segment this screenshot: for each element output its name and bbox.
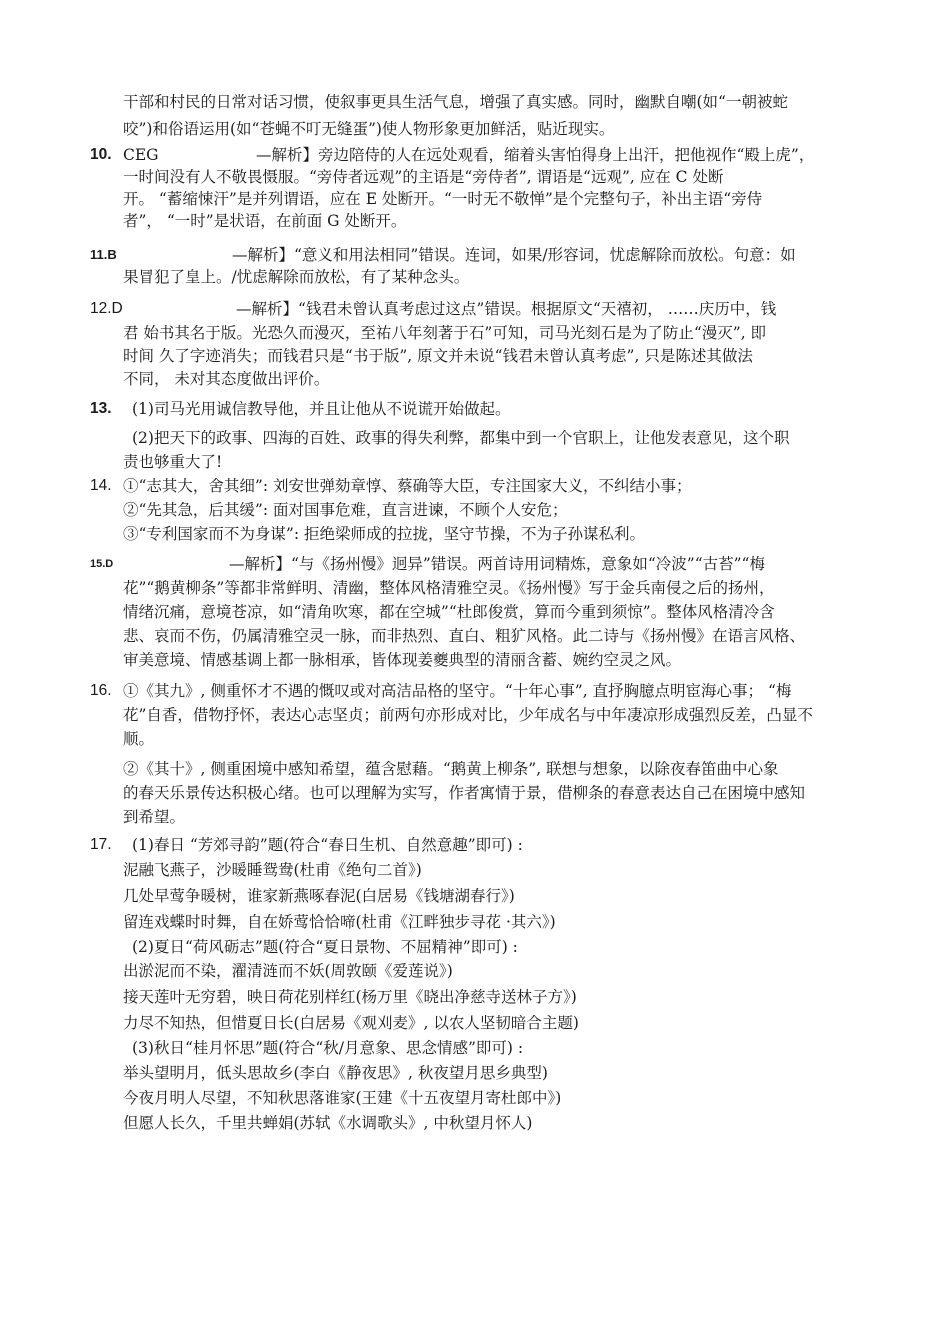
q17-summer-line-1: 出淤泥而不染，濯清涟而不妖(周敦颐《爱莲说》) — [123, 962, 453, 980]
q12-line-3: 时间 久了字迹消失；而钱君只是“书于版”, 原文并未说“钱君未曾认真考虑”, 只是陈述其做法 — [123, 347, 753, 365]
q10-line-1: —解析】旁边陪侍的人在远处观看，缩着头害怕得身上出汗，把他视作“殿上虎”， — [256, 146, 815, 164]
intro-line-1: 干部和村民的日常对话习惯，使叙事更具生活气息，增强了真实感。同时，幽默自嘲(如“一朝被蛇 — [123, 93, 788, 111]
q13-line-3: 责也够重大了! — [123, 453, 223, 471]
q15-number: 15.D — [90, 558, 114, 570]
q17-spring-heading: (1)春日 “芳郊寻韵”题(符合“春日生机、自然意趣”即可) : — [132, 836, 523, 854]
q15-line-1: —解析】“与《扬州慢》迥异”错误。两首诗用词精炼，意象如“冷波”“古苔”“梅 — [229, 555, 765, 573]
q17-autumn-heading: (3)秋日“桂月怀思”题(符合“秋/月意象、思念情感”即可) : — [132, 1039, 524, 1057]
q12-line-4: 不同， 未对其态度做出评价。 — [123, 370, 330, 388]
q16-line-4: ②《其十》, 侧重困境中感知希望，蕴含慰藉。“鹅黄上柳条”, 联想与想象，以除夜春笛曲中心象 — [123, 760, 779, 778]
q14-number: 14. — [90, 477, 112, 494]
q10-answer: CEG — [123, 146, 159, 164]
q13-line-2: (2)把天下的政事、四海的百姓、政事的得失利弊，都集中到一个官职上，让他发表意见，这个职 — [132, 429, 790, 447]
q15-line-2: 花”“鹅黄柳条”等都非常鲜明、清幽，整体风格清雅空灵。《扬州慢》写于金兵南侵之后的扬州， — [123, 579, 775, 597]
q17-summer-line-2: 接天莲叶无穷碧，映日荷花别样红(杨万里《晓出净慈寺送林子方》) — [123, 988, 577, 1006]
q14-line-2: ②“先其急，后其缓”: 面对国事危难，直言进谏，不顾个人安危； — [123, 501, 568, 519]
q17-summer-heading: (2)夏日“荷风砺志”题(符合“夏日景物、不屈精神”即可) : — [132, 938, 518, 956]
q17-autumn-line-1: 举头望明月，低头思故乡(李白《静夜思》, 秋夜望月思乡典型) — [123, 1064, 548, 1082]
q11-line-1: —解析】“意义和用法相同”错误。连词，如果/形容词，忧虑解除而放松。句意：如 — [232, 246, 796, 264]
q16-line-3: 顺。 — [123, 730, 155, 748]
q17-autumn-line-3: 但愿人长久，千里共蝉娟(苏轼《水调歌头》, 中秋望月怀人) — [123, 1114, 533, 1132]
q10-number: 10. — [90, 146, 112, 163]
q11-line-2: 果冒犯了皇上。/忧虑解除而放松，有了某种念头。 — [123, 268, 470, 286]
q12-line-1: —解析】“钱君未曾认真考虑过这点”错误。根据原文“天禧初， ……庆历中，钱 — [236, 300, 777, 318]
q14-line-3: ③“专利国家而不为身谋”: 拒绝梁师成的拉拢，坚守节操，不为子孙谋私利。 — [123, 525, 645, 543]
q17-spring-line-3: 留连戏蝶时时舞，自在娇莺恰恰啼(杜甫《江畔独步寻花 ·其六》) — [123, 913, 556, 931]
q14-line-1: ①“志其大，舍其细”: 刘安世弹劾章惇、蔡确等大臣，专注国家大义，不纠结小事； — [123, 477, 692, 495]
q15-line-4: 悲、哀而不伤，仍属清雅空灵一脉，而非热烈、直白、粗犷风格。此二诗与《扬州慢》在语言风格、 — [123, 627, 806, 645]
q12-number: 12.D — [90, 300, 123, 317]
q16-line-6: 到希望。 — [123, 808, 186, 826]
q10-line-4: 者”， “一时”是状语，在前面 G 处断开。 — [123, 212, 407, 230]
q17-autumn-line-2: 今夜月明人尽望，不知秋思落谁家(王建《十五夜望月寄杜郎中》) — [123, 1089, 562, 1107]
q11-number: 11.B — [90, 247, 117, 262]
q17-number: 17. — [90, 836, 112, 853]
q16-line-2: 花”自香，借物抒怀，表达心志坚贞；前两句亦形成对比，少年成名与中年凄凉形成强烈反差，凸显不 — [123, 706, 813, 724]
q16-number: 16. — [90, 682, 112, 699]
q12-line-2: 君 始书其名于版。光恐久而漫灭，至祐八年刻著于石”可知，司马光刻石是为了防止“漫灭”, 即 — [123, 324, 767, 342]
q16-line-1: ①《其九》, 侧重怀才不遇的慨叹或对高洁品格的坚守。“十年心事”, 直抒胸臆点明宦海心事； “梅 — [123, 682, 792, 700]
q10-line-3: 开。 “蓄缩悚汗”是并列谓语，应在 E 处断开。“一时无不敬惮”是个完整句子，补出主语“旁侍 — [123, 190, 763, 208]
q17-spring-line-1: 泥融飞燕子，沙暖睡鸳鸯(杜甫《绝句二首》) — [123, 861, 422, 879]
q13-line-1: (1)司马光用诚信教导他，并且让他从不说谎开始做起。 — [132, 400, 511, 418]
q15-line-5: 审美意境、情感基调上都一脉相承，皆体现姜夔典型的清丽含蓄、婉约空灵之风。 — [123, 651, 682, 669]
intro-line-2: 咬”)和俗语运用(如“苍蝇不叮无缝蛋”)使人物形象更加鲜活，贴近现实。 — [123, 120, 615, 138]
q10-line-2: 一时间没有人不敬畏慑服。“旁侍者远观”的主语是“旁侍者”, 谓语是“远观”, 应在 C 处断 — [123, 168, 724, 186]
q16-line-5: 的春天乐景传达积极心绪。也可以理解为实写，作者寓情于景，借柳条的春意表达自己在困境中感知 — [123, 784, 806, 802]
q17-spring-line-2: 几处早莺争暖树，谁家新燕啄春泥(白居易《钱塘湖春行》) — [123, 887, 515, 905]
q15-line-3: 情绪沉痛，意境苍凉，如“清角吹寒，都在空城”“杜郎俊赏，算而今重到须惊”。整体风格清冷含 — [123, 603, 775, 621]
q17-summer-line-3: 力尽不知热，但惜夏日长(白居易《观刈麦》, 以农人坚韧暗合主题) — [123, 1014, 579, 1032]
q13-number: 13. — [90, 400, 112, 417]
